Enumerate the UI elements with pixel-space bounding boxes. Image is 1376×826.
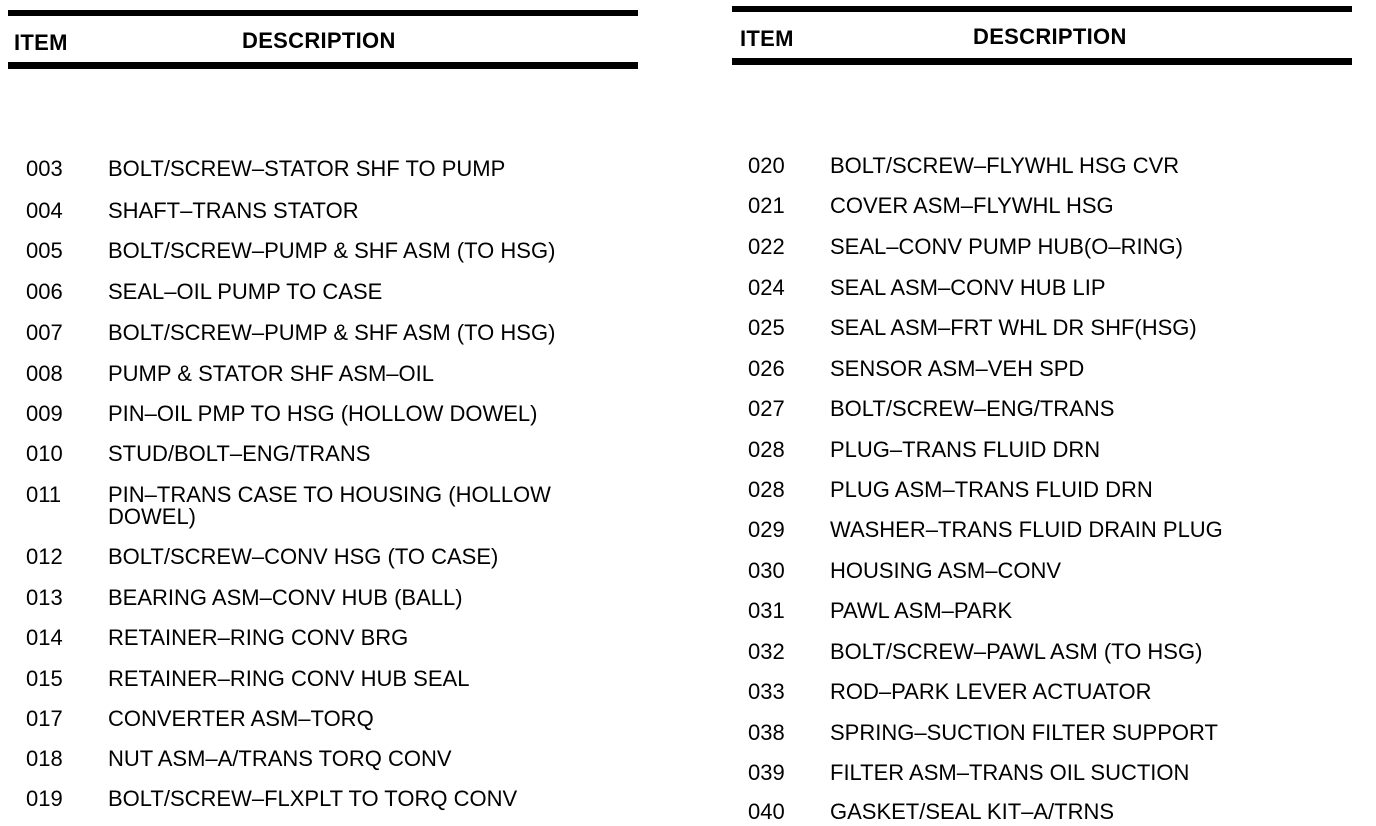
item-number: 024: [748, 275, 785, 300]
item-number: 007: [26, 320, 63, 345]
item-number: 008: [26, 361, 63, 386]
item-description: SENSOR ASM–VEH SPD: [830, 356, 1085, 381]
item-column-header: ITEM: [740, 26, 794, 51]
item-number: 022: [748, 234, 785, 259]
item-description: SHAFT–TRANS STATOR: [108, 198, 359, 223]
item-number: 020: [748, 153, 785, 178]
item-number: 019: [26, 786, 63, 811]
item-description: BOLT/SCREW–STATOR SHF TO PUMP: [108, 156, 506, 181]
item-number: 031: [748, 598, 785, 623]
description-column-header: DESCRIPTION: [242, 28, 396, 53]
item-number: 018: [26, 746, 63, 771]
item-description: GASKET/SEAL KIT–A/TRNS: [830, 799, 1115, 824]
item-description: PLUG ASM–TRANS FLUID DRN: [830, 477, 1153, 502]
item-description: PIN–OIL PMP TO HSG (HOLLOW DOWEL): [108, 401, 538, 426]
item-description: BOLT/SCREW–ENG/TRANS: [830, 396, 1115, 421]
item-description: NUT ASM–A/TRANS TORQ CONV: [108, 746, 452, 771]
header-top-rule: [8, 10, 638, 16]
item-number: 029: [748, 517, 785, 542]
item-number: 028: [748, 477, 785, 502]
item-number: 003: [26, 156, 63, 181]
item-number: 011: [26, 482, 62, 507]
item-description: SEAL–OIL PUMP TO CASE: [108, 279, 383, 304]
item-description: SEAL–CONV PUMP HUB(O–RING): [830, 234, 1183, 259]
item-description: BOLT/SCREW–PUMP & SHF ASM (TO HSG): [108, 238, 556, 263]
item-description: PAWL ASM–PARK: [830, 598, 1013, 623]
item-number: 033: [748, 679, 785, 704]
item-description: PIN–TRANS CASE TO HOUSING (HOLLOW DOWEL): [108, 482, 551, 529]
item-number: 021: [748, 193, 785, 218]
item-description: FILTER ASM–TRANS OIL SUCTION: [830, 760, 1190, 785]
item-number: 030: [748, 558, 785, 583]
item-number: 006: [26, 279, 63, 304]
item-number: 005: [26, 238, 63, 263]
item-number: 039: [748, 760, 785, 785]
item-description: ROD–PARK LEVER ACTUATOR: [830, 679, 1152, 704]
item-number: 004: [26, 198, 63, 223]
item-description: BOLT/SCREW–PUMP & SHF ASM (TO HSG): [108, 320, 556, 345]
item-description: BOLT/SCREW–PAWL ASM (TO HSG): [830, 639, 1203, 664]
item-number: 025: [748, 315, 785, 340]
description-column-header: DESCRIPTION: [973, 24, 1127, 49]
header-top-rule: [732, 6, 1352, 12]
item-description: HOUSING ASM–CONV: [830, 558, 1062, 583]
item-description: WASHER–TRANS FLUID DRAIN PLUG: [830, 517, 1223, 542]
item-description: RETAINER–RING CONV BRG: [108, 625, 409, 650]
header-bottom-rule: [8, 62, 638, 69]
item-number: 010: [26, 441, 63, 466]
item-description: SPRING–SUCTION FILTER SUPPORT: [830, 720, 1218, 745]
item-column-header: ITEM: [14, 30, 68, 55]
item-description: SEAL ASM–CONV HUB LIP: [830, 275, 1106, 300]
item-number: 013: [26, 585, 63, 610]
item-description: STUD/BOLT–ENG/TRANS: [108, 441, 371, 466]
item-number: 009: [26, 401, 63, 426]
item-description: BOLT/SCREW–FLXPLT TO TORQ CONV: [108, 786, 518, 811]
item-description: PLUG–TRANS FLUID DRN: [830, 437, 1101, 462]
item-number: 028: [748, 437, 785, 462]
item-number: 012: [26, 544, 63, 569]
header-bottom-rule: [732, 58, 1352, 65]
item-number: 014: [26, 625, 63, 650]
item-description: COVER ASM–FLYWHL HSG: [830, 193, 1114, 218]
item-number: 026: [748, 356, 785, 381]
item-description: SEAL ASM–FRT WHL DR SHF(HSG): [830, 315, 1197, 340]
item-description: RETAINER–RING CONV HUB SEAL: [108, 666, 470, 691]
item-number: 038: [748, 720, 785, 745]
item-number: 032: [748, 639, 785, 664]
item-number: 040: [748, 799, 785, 824]
item-number: 027: [748, 396, 785, 421]
item-description: PUMP & STATOR SHF ASM–OIL: [108, 361, 435, 386]
item-description: BEARING ASM–CONV HUB (BALL): [108, 585, 463, 610]
item-number: 015: [26, 666, 63, 691]
item-description: CONVERTER ASM–TORQ: [108, 706, 374, 731]
item-number: 017: [26, 706, 63, 731]
item-description: BOLT/SCREW–CONV HSG (TO CASE): [108, 544, 499, 569]
item-description: BOLT/SCREW–FLYWHL HSG CVR: [830, 153, 1180, 178]
